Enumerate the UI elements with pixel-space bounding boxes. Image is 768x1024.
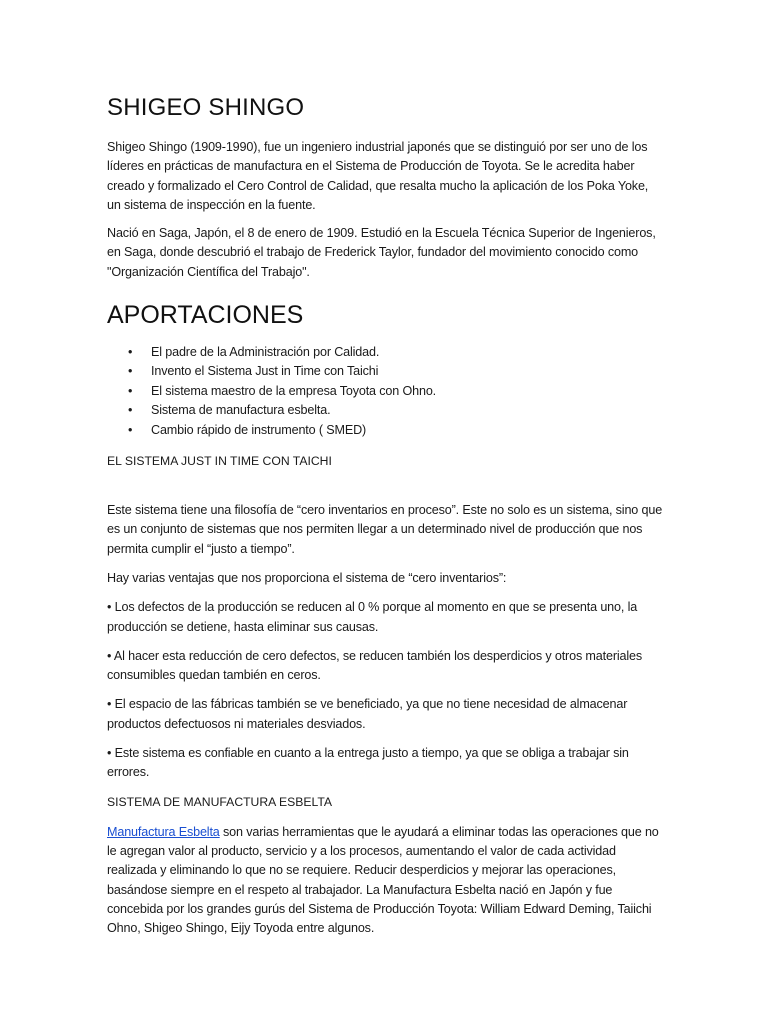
esbelta-heading: SISTEMA DE MANUFACTURA ESBELTA: [107, 794, 333, 809]
list-item: [107, 343, 663, 362]
aportaciones-list: [107, 343, 663, 440]
aportaciones-heading: APORTACIONES: [107, 301, 304, 330]
list-item-text: Cambio rápido de instrumento ( SMED): [151, 422, 367, 437]
document-title: SHIGEO SHINGO: [107, 94, 305, 121]
list-item-text: El padre de la Administración por Calidad.: [151, 345, 380, 360]
bullet-icon: •: [128, 383, 133, 398]
list-item-text: Sistema de manufactura esbelta.: [151, 403, 331, 418]
benefit-item: • Este sistema es confiable en cuanto a la entrega justo a tiempo, ya que se obliga a trabajar sin errores.: [107, 746, 629, 780]
jit-heading: EL SISTEMA JUST IN TIME CON TAICHI: [107, 454, 332, 469]
benefit-item: • Al hacer esta reducción de cero defectos, se reducen también los desperdicios y otros materiales consumibles quedan también en ceros.: [107, 648, 643, 683]
benefit-item: • Los defectos de la producción se reducen al 0 % porque al momento en que se presenta uno, la producción se detiene, hasta eliminar sus causas.: [107, 600, 638, 634]
list-item-text: El sistema maestro de la empresa Toyota con Ohno.: [151, 383, 437, 398]
esbelta-paragraph: [107, 823, 663, 939]
bullet-icon: •: [128, 422, 133, 437]
document-page: [107, 92, 663, 938]
bullet-icon: •: [128, 345, 133, 360]
bullet-icon: •: [128, 403, 133, 418]
esbelta-paragraph-text: son varias herramientas que le ayudará a eliminar todas las operaciones que no le agregan valor al producto, servicio y a los procesos, aumentando el valor de cada actividad realizada y eliminando lo que no se requiere. Reducir desperdicios y mejorar las operaciones, basándose siempre en el respeto al trabajador. La Manufactura Esbelta nació en Japón y fue concebida por los grandes gurús del Sistema de Producción Toyota: William Edward Deming, Taiichi Ohno, Shigeo Shingo, Eijy Toyoda entre algunos.: [107, 824, 659, 936]
benefit-item: • El espacio de las fábricas también se ve beneficiado, ya que no tiene necesidad de almacenar productos defectuosos ni materiales desviados.: [107, 697, 628, 731]
intro-paragraph-1: Shigeo Shingo (1909-1990), fue un ingeniero industrial japonés que se distinguió por ser uno de los líderes en prácticas de manufactura en el Sistema de Producción de Toyota. Se le acredita haber creado y formalizado el Cero Control de Calidad, que resalta mucho la aplicación de los Poka Yoke, un sistema de inspección en la fuente.: [107, 140, 649, 212]
list-item: [107, 421, 663, 440]
list-item-text: Invento el Sistema Just in Time con Taichi: [151, 364, 379, 379]
jit-paragraph-2: Hay varias ventajas que nos proporciona el sistema de “cero inventarios”:: [107, 571, 507, 585]
list-item: [107, 382, 663, 401]
manufactura-esbelta-link[interactable]: Manufactura Esbelta: [107, 824, 220, 839]
list-item: [107, 362, 663, 381]
jit-paragraph-1: Este sistema tiene una filosofía de “cero inventarios en proceso”. Este no solo es un sistema, sino que es un conjunto de sistemas que nos permiten llegar a un determinado nivel de producción que nos permita cumplir el “justo a tiempo”.: [107, 503, 663, 556]
bullet-icon: •: [128, 364, 133, 379]
intro-paragraph-2: Nació en Saga, Japón, el 8 de enero de 1909. Estudió en la Escuela Técnica Superior de Ingenieros, en Saga, donde descubrió el trabajo de Frederick Taylor, fundador del movimiento conocido como "Organización Científica del Trabajo".: [107, 226, 656, 279]
list-item: [107, 401, 663, 420]
